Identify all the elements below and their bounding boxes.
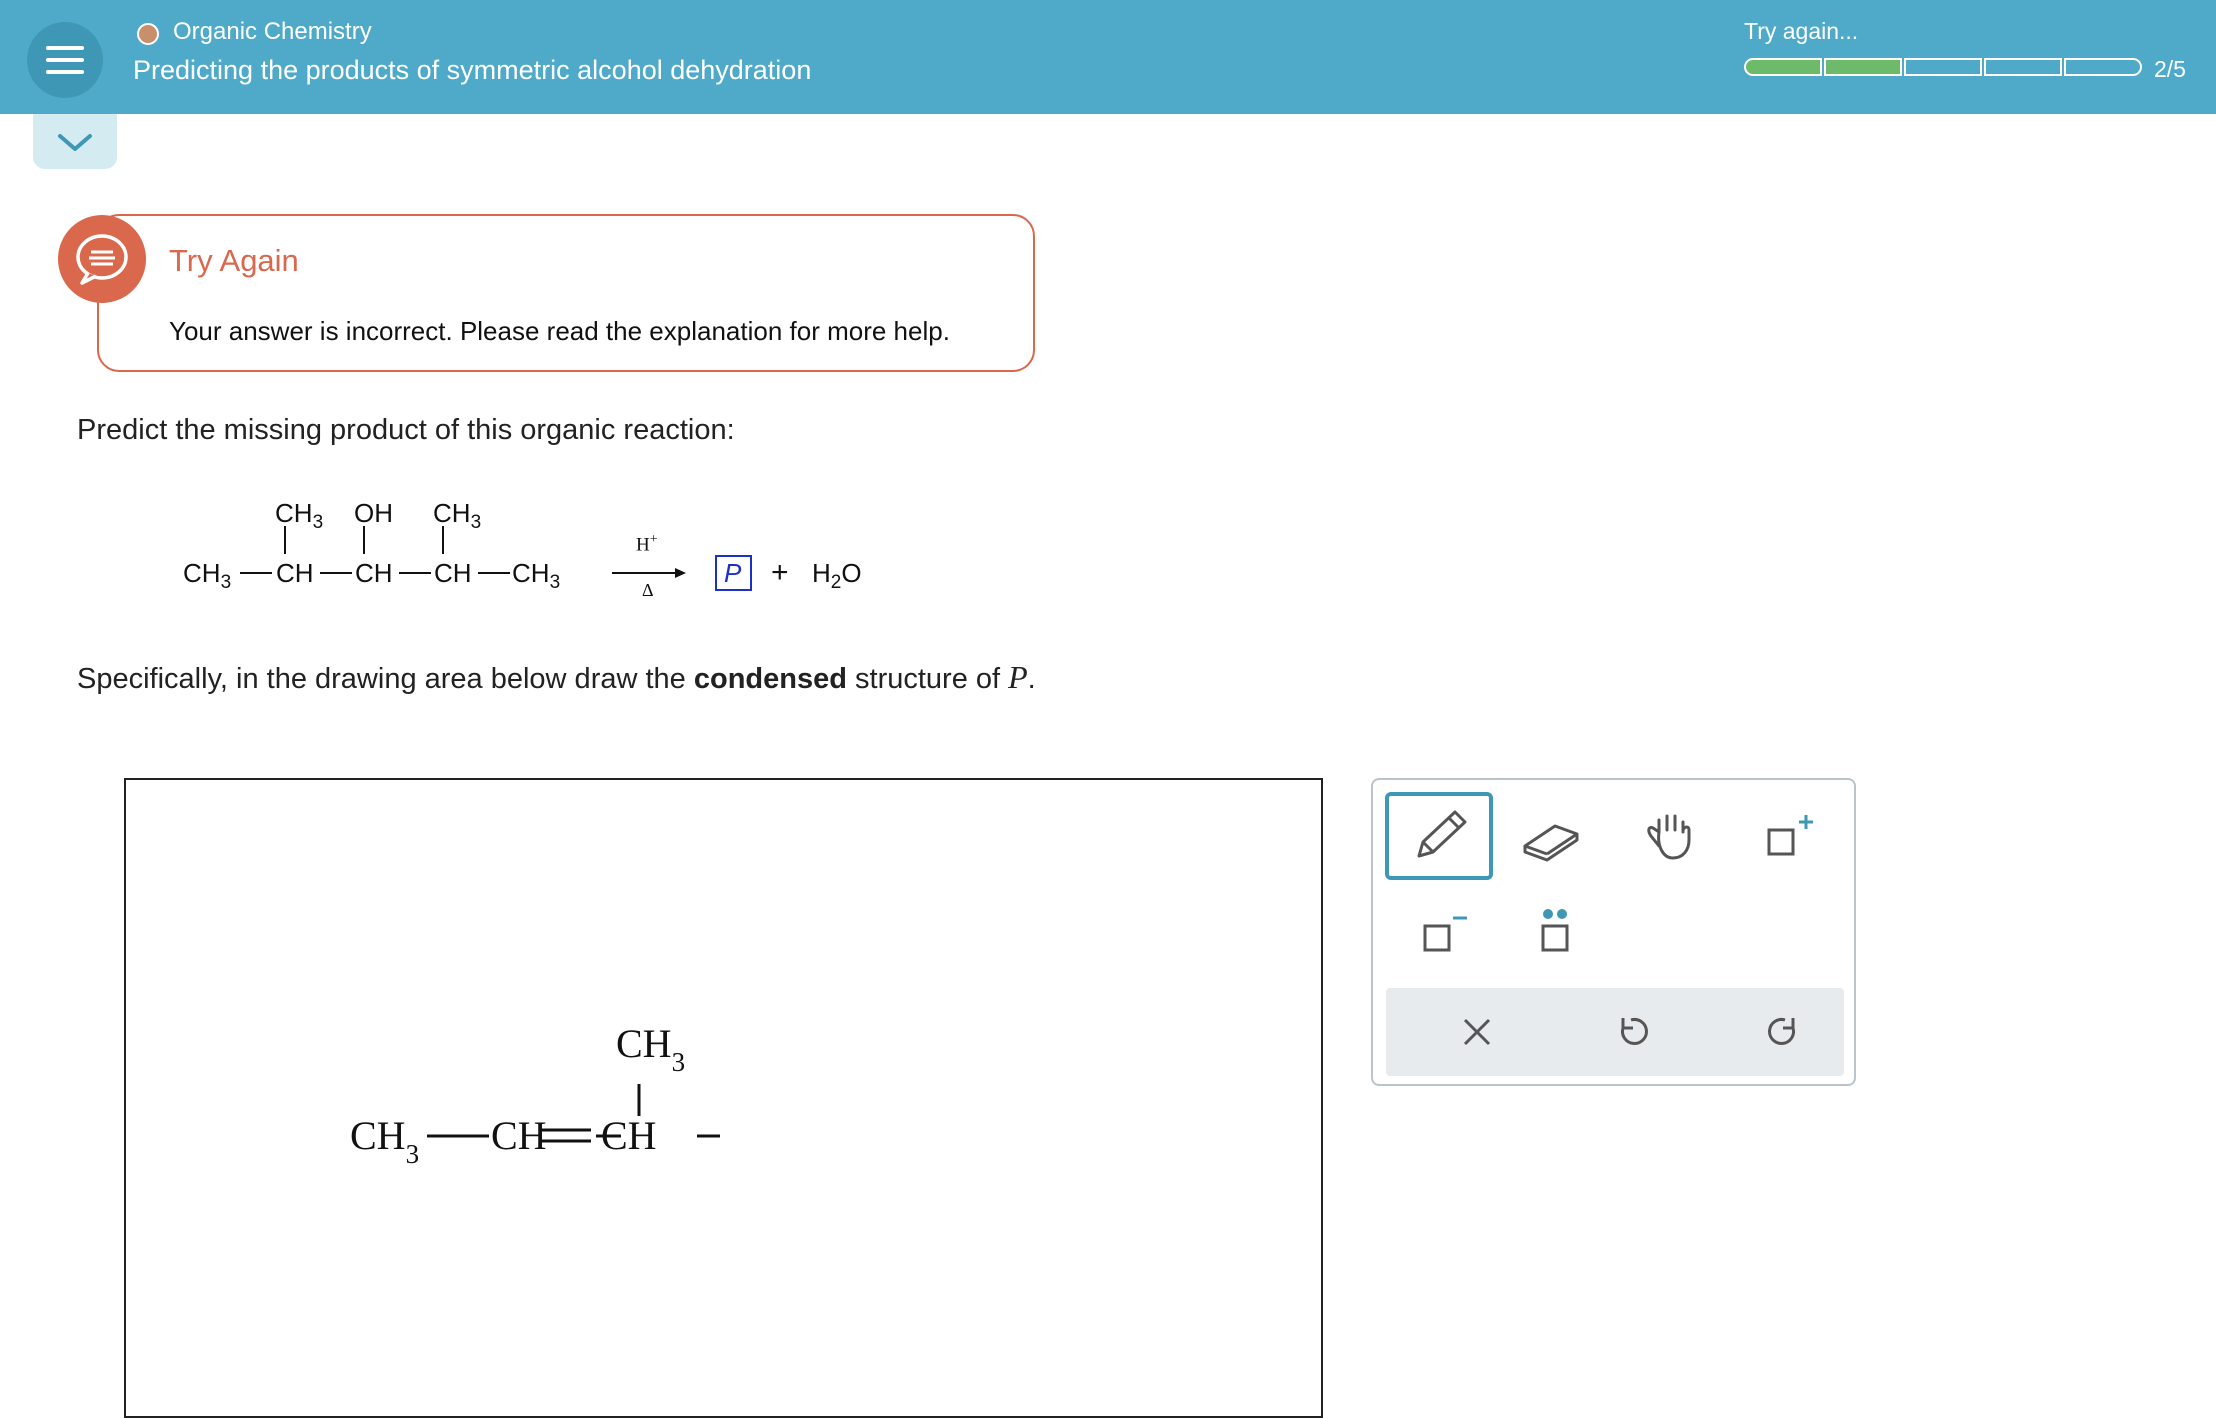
add-charge-tool[interactable]: [1743, 796, 1843, 876]
drawing-canvas[interactable]: [124, 778, 1323, 1418]
plus-sign: +: [771, 556, 789, 589]
instructions-end: .: [1027, 663, 1036, 695]
remove-charge-tool[interactable]: [1385, 896, 1485, 976]
expand-toggle-button[interactable]: [33, 114, 117, 169]
feedback-icon: [58, 215, 146, 303]
drawn-structure[interactable]: [350, 1020, 950, 1180]
redo-icon: [1755, 1006, 1815, 1056]
top-group-2: OH: [354, 498, 393, 528]
instructions-bold: condensed: [693, 663, 847, 695]
instructions-text-2: structure of: [846, 663, 1009, 695]
drawn-atom-1: $CH_3$: [350, 1113, 420, 1169]
lone-pair-icon: [1503, 896, 1603, 976]
feedback-message: Your answer is incorrect. Please read the explanation for more help.: [169, 316, 950, 346]
drawn-top-group: [616, 1020, 686, 1077]
feedback-box: [97, 214, 1035, 372]
instructions-variable: P: [1008, 659, 1028, 695]
top-group-3: $CH_3$: [433, 498, 482, 534]
eraser-tool[interactable]: [1503, 796, 1603, 876]
lone-pair-tool[interactable]: [1503, 896, 1603, 976]
chain-atom-1: $CH_3$: [183, 558, 232, 594]
pencil-icon: [1389, 796, 1489, 876]
chain-atom-4: CH: [434, 558, 472, 588]
reagent-below: Δ: [642, 580, 654, 600]
drawing-toolbox: [1371, 778, 1856, 1086]
plus-charge-icon: [1743, 796, 1843, 876]
topic-title: Predicting the products of symmetric alcohol dehydration: [133, 55, 812, 85]
instructions: [77, 659, 1036, 696]
chain-atom-5: $CH_3$: [512, 558, 561, 594]
status-text: Try again...: [1744, 18, 1859, 44]
pencil-tool[interactable]: [1385, 792, 1493, 880]
product-box: P: [724, 558, 742, 588]
course-status-dot: [137, 23, 159, 45]
progress-segment: [2064, 58, 2142, 76]
instructions-text: Specifically, in the drawing area below draw the: [77, 663, 694, 695]
question-prompt: Predict the missing product of this organic reaction:: [77, 414, 735, 446]
undo-icon: [1601, 1006, 1661, 1056]
feedback-title: Try Again: [169, 243, 299, 278]
top-header: [0, 0, 2216, 114]
eraser-icon: [1503, 796, 1603, 876]
chain-atom-2: CH: [276, 558, 314, 588]
menu-icon-bar: [46, 70, 84, 74]
progress-segment: [1904, 58, 1982, 76]
progress-segment: [1824, 58, 1902, 76]
chevron-down-icon: [33, 114, 117, 169]
menu-icon-bar: [46, 58, 84, 62]
reaction-equation: [170, 490, 930, 610]
progress-count: 2/5: [2154, 56, 2186, 82]
drawn-top-group-text: $CH_3$: [616, 1021, 686, 1077]
undo-button[interactable]: [1601, 1006, 1661, 1056]
clear-button[interactable]: [1447, 1006, 1507, 1056]
drawn-atom-3: CH: [601, 1113, 657, 1158]
minus-charge-icon: [1385, 896, 1485, 976]
progress-bar: [1744, 58, 2144, 80]
byproduct: $H_2O$: [812, 558, 862, 594]
redo-button[interactable]: [1755, 1006, 1815, 1056]
menu-button[interactable]: [27, 22, 103, 98]
chain-atom-3: CH: [355, 558, 393, 588]
menu-icon: [46, 46, 84, 50]
progress-segment: [1984, 58, 2062, 76]
course-name: Organic Chemistry: [173, 18, 372, 45]
action-bar: [1386, 988, 1844, 1076]
hand-tool[interactable]: [1623, 796, 1723, 876]
top-group-1: $CH_3$: [275, 498, 324, 534]
drawn-atom-2: CH: [491, 1113, 547, 1158]
hand-icon: [1623, 796, 1723, 876]
progress-segment: [1744, 58, 1822, 76]
reagent-above: H+: [636, 532, 658, 556]
close-icon: [1447, 1006, 1507, 1056]
